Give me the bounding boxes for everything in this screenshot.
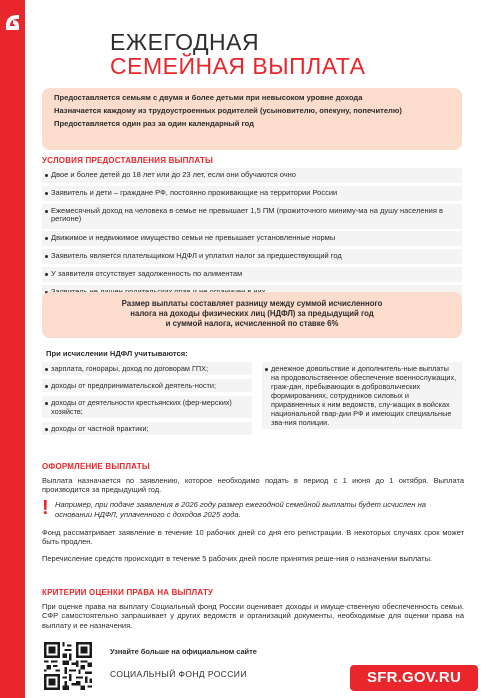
ndfl-right-list (262, 362, 462, 433)
example-note-text: Например, при подаче заявления в 2026 году размер ежегодной семейной выплаты будет исчислен на основании НДФЛ, уплаченного с доходов 2025 года. (55, 500, 426, 519)
list-item: денежное довольствие и дополнитель-ные выплаты на продовольственное обеспечение военнослужащих, граж-дан, пребывающих в добровольческих формированиях, сотрудников силовых и приравненных к ним ведомств, слу-жащих в войсках национальной гвар-дии РФ и имеющих специальные зва-ния полиции. (262, 362, 462, 429)
conditions-heading: УСЛОВИЯ ПРЕДОСТАВЛЕНИЯ ВЫПЛАТЫ (42, 156, 214, 165)
payment-paragraph-2: Фонд рассматривает заявление в течение 10 рабочих дней со дня его регистрации. В некоторых случаях срок может быть продлен. (42, 528, 464, 547)
list-item: Ежемесячный доход на человека в семье не превышает 1,5 ПМ (прожиточного миниму-ма на душу населения в регионе) (42, 204, 462, 229)
list-item: доходы от деятельности крестьянских (фер-мерских) хозяйств; (42, 396, 252, 418)
more-info-label: Узнайте больше на официальном сайте (110, 647, 257, 656)
list-item: У заявителя отсутствует задолженность по алиментам (42, 267, 462, 282)
payment-paragraph-1: Выплата назначается по заявлению, которое необходимо подать в период с 1 июня до 1 октября. Выплата производится за предыдущий год. (42, 476, 464, 495)
example-note (42, 497, 464, 519)
left-brand-bar (0, 0, 25, 698)
ndfl-left-list (42, 362, 252, 439)
amount-line: налога на доходы физических лиц (НДФЛ) за предыдущий год (130, 309, 374, 318)
page-title (110, 30, 365, 78)
list-item: доходы от предпринимательской деятель-ности; (42, 379, 252, 392)
list-item: Заявитель и дети – граждане РФ, постоянно проживающие на территории России (42, 186, 462, 201)
intro-box (42, 88, 462, 150)
list-item: Движимое и недвижимое имущество семьи не превышает установленные нормы (42, 231, 462, 246)
exclamation-icon: ! (42, 497, 49, 519)
intro-line: Предоставляется семьям с двумя и более детьми при невысоком уровне дохода (54, 93, 363, 102)
list-item: доходы от частной практики; (42, 422, 252, 435)
title-line-2: СЕМЕЙНАЯ ВЫПЛАТА (110, 53, 366, 79)
sfr-logo-icon (0, 8, 25, 38)
list-item: зарплата, гонорары, доход по договорам ГПХ; (42, 362, 252, 375)
payment-paragraph-3: Перечисление средств происходит в течение 5 рабочих дней после принятия реше-ния о назначении выплаты. (42, 554, 433, 563)
conditions-list (42, 168, 462, 303)
list-item: Заявитель является плательщиком НДФЛ и уплатил налог за предшествующий год (42, 249, 462, 264)
criteria-heading: КРИТЕРИИ ОЦЕНКИ ПРАВА НА ВЫПЛАТУ (42, 588, 214, 597)
amount-box (42, 292, 462, 338)
intro-line: Назначается каждому из трудоустроенных родителей (усыновителю, опекуну, попечителю) (54, 106, 402, 116)
intro-line: Предоставляется один раз за один календарный год (54, 119, 254, 129)
criteria-paragraph: При оценке права на выплату Социальный фонд России оценивает доходы и имуще-ственную обеспеченность семьи. СФР самостоятельно запрашивает у других ведомств и организаций документы, необходимые для оценки права на выплату и ее назначения. (42, 602, 464, 630)
title-line-1: ЕЖЕГОДНАЯ (110, 29, 260, 55)
fund-name: СОЦИАЛЬНЫЙ ФОНД РОССИИ (110, 669, 247, 679)
qr-code-icon[interactable] (44, 642, 92, 690)
ndfl-heading: При исчислении НДФЛ учитываются: (46, 349, 188, 358)
list-item: Двое и более детей до 18 лет или до 23 лет, если они обучаются очно (42, 168, 462, 183)
website-link[interactable]: SFR.GOV.RU (350, 665, 478, 691)
amount-line: и суммой налога, исчисленной по ставке 6% (165, 319, 339, 328)
payment-heading: ОФОРМЛЕНИЕ ВЫПЛАТЫ (42, 462, 150, 471)
amount-line: Размер выплаты составляет разницу между суммой исчисленного (121, 299, 383, 308)
